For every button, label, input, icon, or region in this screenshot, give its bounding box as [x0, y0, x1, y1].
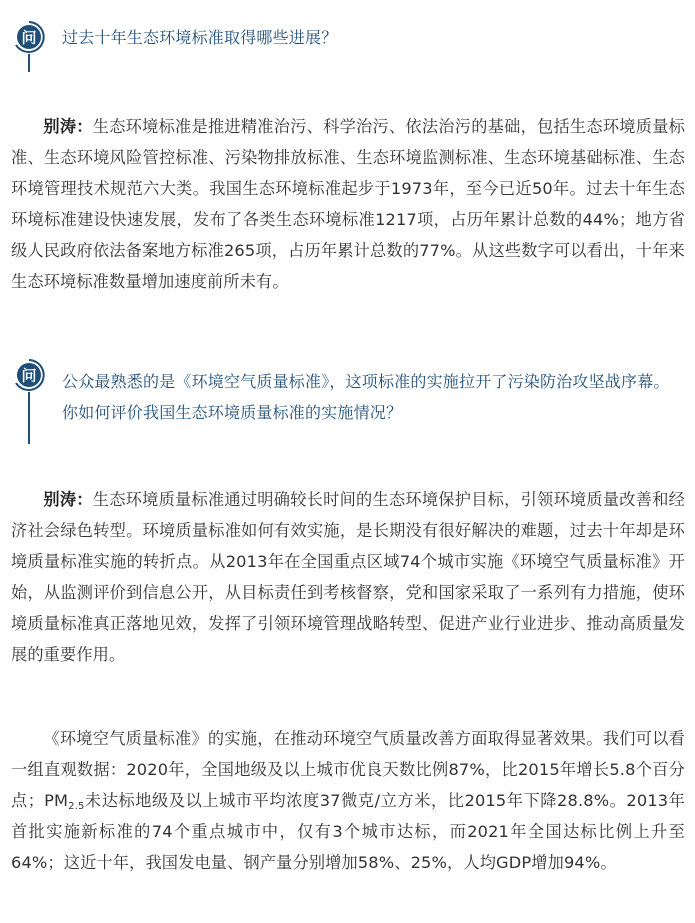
question-badge-icon	[12, 20, 46, 54]
question-badge-char: 问	[21, 366, 37, 385]
answer-text-1: 生态环境标准是推进精准治污、科学治污、依法治污的基础，包括生态环境质量标准、生态环境风险管控标准、污染物排放标准、生态环境监测标准、生态环境基础标准、生态环境管理技术规范六大类。我国生态环境标准起步于1973年，至今已近50年。过去十年生态环境标准建设快速发展，发布了各类生态环境标准1217项，占历年累计总数的44%；地方省级人民政府依法备案地方标准265项，占历年累计总数的77%。从这些数字可以看出，十年来生态环境标准数量增加速度前所未有。	[11, 117, 685, 291]
data-paragraph-part-2: 未达标地级及以上城市平均浓度37微克/立方米，比2015年下降28.8%。2013年首批实施新标准的74个重点城市中，仅有3个城市达标，而2021年全国达标比例上升至64%；这近十年，我国发电量、钢产量分别增加58%、25%，人均GDP增加94%。	[11, 791, 685, 872]
question-vertical-line	[28, 392, 30, 444]
data-paragraph-part-1: 《环境空气质量标准》的实施，在推动环境空气质量改善方面取得显著效果。我们可以看一组直观数据：2020年，全国地级及以上城市优良天数比例87%，比2015年增长5.8个百分点；PM	[11, 729, 685, 810]
answer-paragraph-1	[11, 111, 685, 297]
question-vertical-line	[28, 54, 30, 72]
question-badge-char: 问	[21, 28, 37, 47]
question-text-2: 公众最熟悉的是《环境空气质量标准》，这项标准的实施拉开了污染防治攻坚战序幕。你如何评价我国生态环境质量标准的实施情况？	[62, 372, 670, 422]
answer-speaker-2: 别涛：	[43, 490, 93, 509]
answer-text-2: 生态环境质量标准通过明确较长时间的生态环境保护目标，引领环境质量改善和经济社会绿色转型。环境质量标准如何有效实施，是长期没有很好解决的难题，过去十年却是环境质量标准实施的转折点。从2013年在全国重点区域74个城市实施《环境空气质量标准》开始，从监测评价到信息公开，从目标责任到考核督察，党和国家采取了一系列有力措施，使环境质量标准真正落地见效，发挥了引领环境管理战略转型、促进产业行业进步、推动高质量发展的重要作用。	[11, 490, 685, 664]
question-text-1: 过去十年生态环境标准取得哪些进展？	[62, 28, 338, 47]
data-paragraph	[11, 723, 685, 878]
question-block-1	[12, 20, 682, 72]
answer-speaker-1: 别涛：	[43, 117, 93, 136]
question-badge-icon	[12, 358, 46, 392]
answer-paragraph-2	[11, 484, 685, 670]
question-block-2	[12, 358, 682, 444]
pm-subscript: 2.5	[68, 801, 85, 812]
